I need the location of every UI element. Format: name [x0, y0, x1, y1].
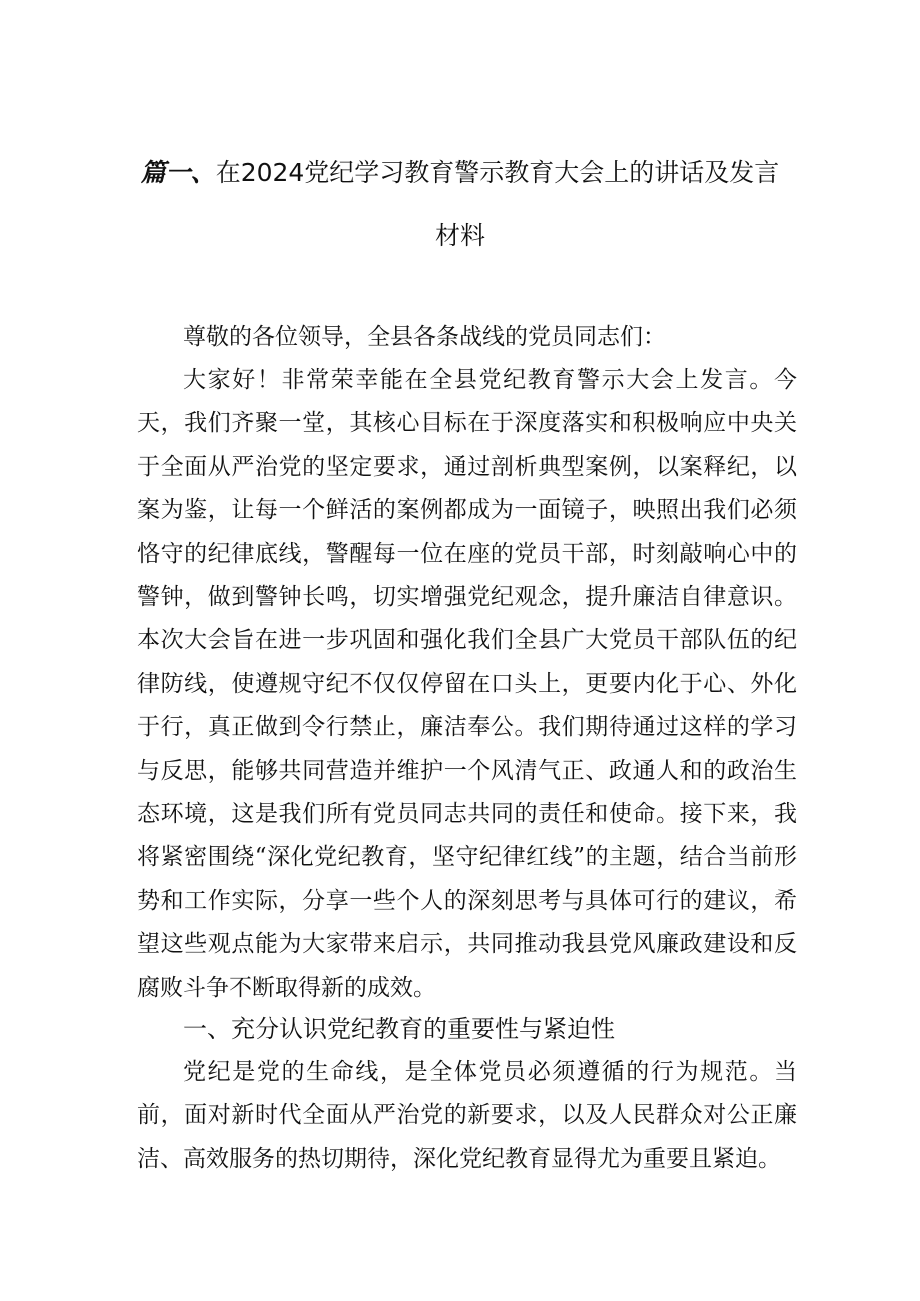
document-title	[130, 160, 790, 185]
title-main: 在2024党纪学习教育警示教育大会上的讲话及发言	[215, 158, 780, 187]
paragraph-section-one: 党纪是党的生命线，是全体党员必须遵循的行为规范。当前，面对新时代全面从严治党的新要求，以及人民群众对公正廉洁、高效服务的热切期待，深化党纪教育显得尤为重要且紧迫。	[137, 1059, 797, 1172]
document-title-continued: 材料	[434, 221, 485, 250]
title-prefix: 篇一、	[140, 158, 216, 187]
paragraph-intro: 大家好！非常荣幸能在全县党纪教育警示大会上发言。今天，我们齐聚一堂，其核心目标在于深度落实和积极响应中央关于全面从严治党的坚定要求，通过剖析典型案例，以案释纪，以案为鉴，让每一个鲜活的案例都成为一面镜子，映照出我们必须恪守的纪律底线，警醒每一位在座的党员干部，时刻敲响心中的警钟，做到警钟长鸣，切实增强党纪观念，提升廉洁自律意识。本次大会旨在进一步巩固和强化我们全县广大党员干部队伍的纪律防线，使遵规守纪不仅仅停留在口头上，更要内化于心、外化于行，真正做到令行禁止，廉洁奉公。我们期待通过这样的学习与反思，能够共同营造并维护一个风清气正、政通人和的政治生态环境，这是我们所有党员同志共同的责任和使命。接下来，我将紧密围绕“深化党纪教育，坚守纪律红线”的主题，结合当前形势和工作实际，分享一些个人的深刻思考与具体可行的建议，希望这些观点能为大家带来启示，共同推动我县党风廉政建设和反腐败斗争不断取得新的成效。	[137, 367, 797, 1001]
salutation: 尊敬的各位领导，全县各条战线的党员同志们：	[183, 324, 666, 350]
section-heading: 一、充分认识党纪教育的重要性与紧迫性	[183, 1015, 615, 1043]
